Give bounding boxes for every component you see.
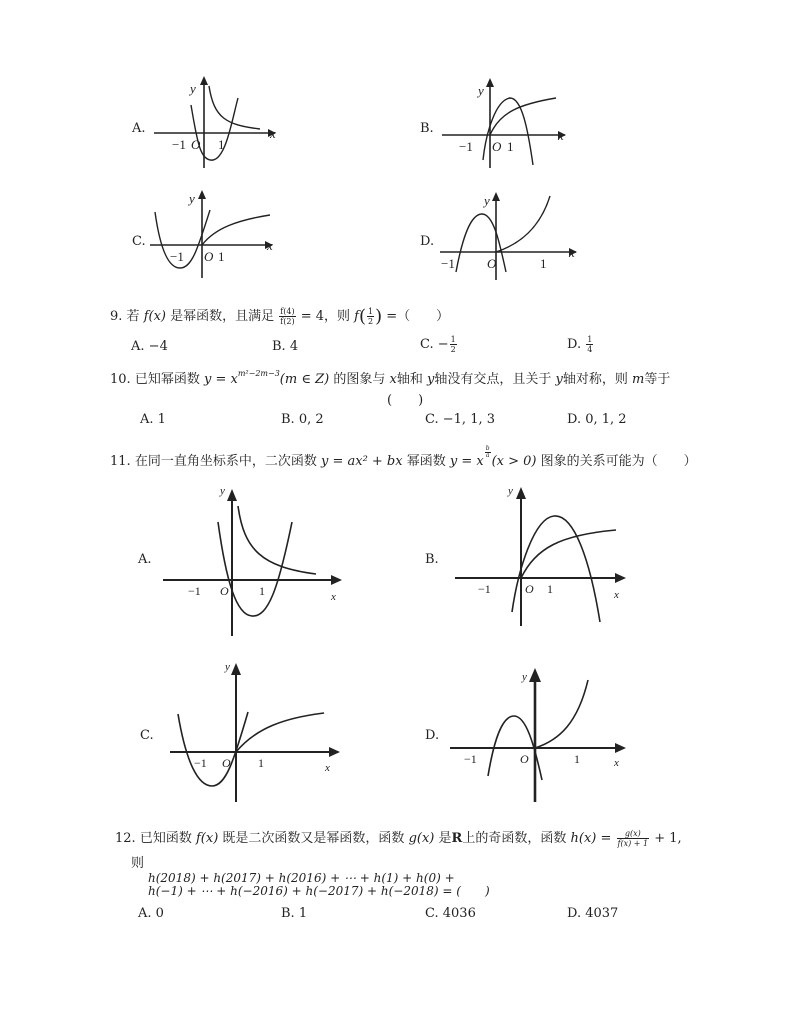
q9-stem: 9. 若 f(x) 是幂函数，且满足 $\frac{f(4)}{f(2)}$ = 4，则 f( $\frac{1}{2}$ ) =（ ）	[110, 306, 450, 327]
q9-option-a: A. −4	[131, 339, 168, 354]
origin-label: O	[525, 582, 534, 596]
q9-text: 是幂函数，且满足	[170, 309, 275, 324]
q11-option-c-letter: C.	[140, 728, 154, 743]
tick-neg1: −1	[170, 249, 184, 264]
origin-label: O	[492, 139, 502, 154]
q11-option-a-letter: A.	[138, 552, 152, 567]
q12-option-a: A. 0	[138, 906, 164, 921]
tick-1: 1	[574, 752, 580, 766]
q11-option-b-letter: B.	[425, 552, 439, 567]
q9-text: 若	[126, 309, 140, 324]
q9-number: 9.	[110, 309, 123, 324]
tick-neg1: −1	[441, 256, 455, 271]
x-label: x	[614, 589, 619, 601]
q11-option-d-letter: D.	[425, 728, 440, 743]
y-label: y	[189, 191, 195, 206]
q12-then: 则	[131, 856, 145, 871]
tick-1: 1	[507, 139, 514, 154]
y-label: y	[225, 661, 230, 673]
q12-h-fraction: $\frac{g(x)}{f(x) + 1}$	[617, 829, 649, 848]
tick-neg1: −1	[188, 584, 201, 598]
q9-answer-paren: =（ ）	[386, 309, 450, 324]
q9-f: f	[354, 309, 359, 324]
q9-option-d: D. $\frac{1}{4}$	[567, 335, 593, 354]
q12-sum-line1: h(2018) + h(2017) + h(2016) + ⋯ + h(1) + h(0) +	[148, 871, 455, 885]
origin-label: O	[220, 584, 229, 598]
q10-stem: 10. 已知幂函数 $y = x^{m^2-2m-3}(m$ ∈ Z) 的图象与 x轴和 y轴没有交点，且关于 y轴对称，则 m等于	[110, 369, 671, 387]
x-label: x	[569, 245, 575, 260]
q8-option-c-letter: C.	[132, 234, 146, 249]
y-label: y	[522, 671, 527, 683]
x-label: x	[614, 757, 619, 769]
q9-text: = 4，则	[300, 309, 351, 324]
tick-neg1: −1	[478, 582, 491, 596]
power-curve	[535, 680, 588, 748]
q11-stem: 11. 在同一直角坐标系中，二次函数 y = ax² + bx 幂函数 y = x $\frac{b}{a}$ (x > 0) 图象的关系可能为（ ）	[110, 445, 697, 469]
y-label: y	[190, 81, 196, 96]
q9-ratio-fraction: $\frac{f(4)}{f(2)}$	[280, 307, 295, 326]
q9-fx: f(x)	[143, 309, 166, 324]
q12-option-b: B. 1	[281, 906, 308, 921]
origin-label: O	[222, 756, 231, 770]
tick-1: 1	[540, 256, 547, 271]
y-label: y	[508, 485, 513, 497]
y-label: y	[220, 485, 225, 497]
q10-option-a: A. 1	[140, 412, 166, 427]
origin-label: O	[487, 256, 497, 271]
q9-option-c: C. − $\frac{1}{2}$	[420, 335, 456, 354]
tick-neg1: −1	[194, 756, 207, 770]
q10-answer-paren: ( )	[387, 393, 424, 408]
tick-1: 1	[218, 137, 225, 152]
x-label: x	[558, 128, 564, 143]
q9-option-b: B. 4	[272, 339, 299, 354]
q8-option-b-letter: B.	[420, 121, 434, 136]
q10-option-c: C. −1, 1, 3	[425, 412, 496, 427]
tick-neg1: −1	[459, 139, 473, 154]
y-label: y	[478, 83, 484, 98]
x-label: x	[267, 238, 273, 253]
tick-1: 1	[258, 756, 264, 770]
q10-option-b: B. 0, 2	[281, 412, 324, 427]
q12-option-d: D. 4037	[567, 906, 619, 921]
q12-sum-line2: h(−1) + ⋯ + h(−2016) + h(−2017) + h(−2018) = ( )	[148, 884, 490, 898]
tick-neg1: −1	[464, 752, 477, 766]
q9-half-fraction: $\frac{1}{2}$	[368, 307, 374, 326]
q8-option-a-letter: A.	[132, 121, 146, 136]
q10-option-d: D. 0, 1, 2	[567, 412, 627, 427]
tick-1: 1	[259, 584, 265, 598]
tick-1: 1	[547, 582, 553, 596]
q12-stem: 12. 已知函数 f(x) 既是二次函数又是幂函数，函数 g(x) 是R上的奇函数，函数 h(x) = $\frac{g(x)}{f(x) + 1}$ + 1,	[115, 829, 682, 848]
origin-label: O	[520, 752, 529, 766]
q8-option-d-letter: D.	[420, 234, 435, 249]
origin-label: O	[191, 137, 201, 152]
y-label: y	[484, 193, 490, 208]
x-label: x	[270, 126, 276, 141]
x-label: x	[331, 591, 336, 603]
x-label: x	[325, 762, 330, 774]
tick-neg1: −1	[172, 137, 186, 152]
q12-option-c: C. 4036	[425, 906, 476, 921]
tick-1: 1	[218, 249, 225, 264]
y-axis-arrow	[529, 668, 541, 682]
x-axis-arrow	[615, 743, 626, 753]
origin-label: O	[204, 249, 214, 264]
